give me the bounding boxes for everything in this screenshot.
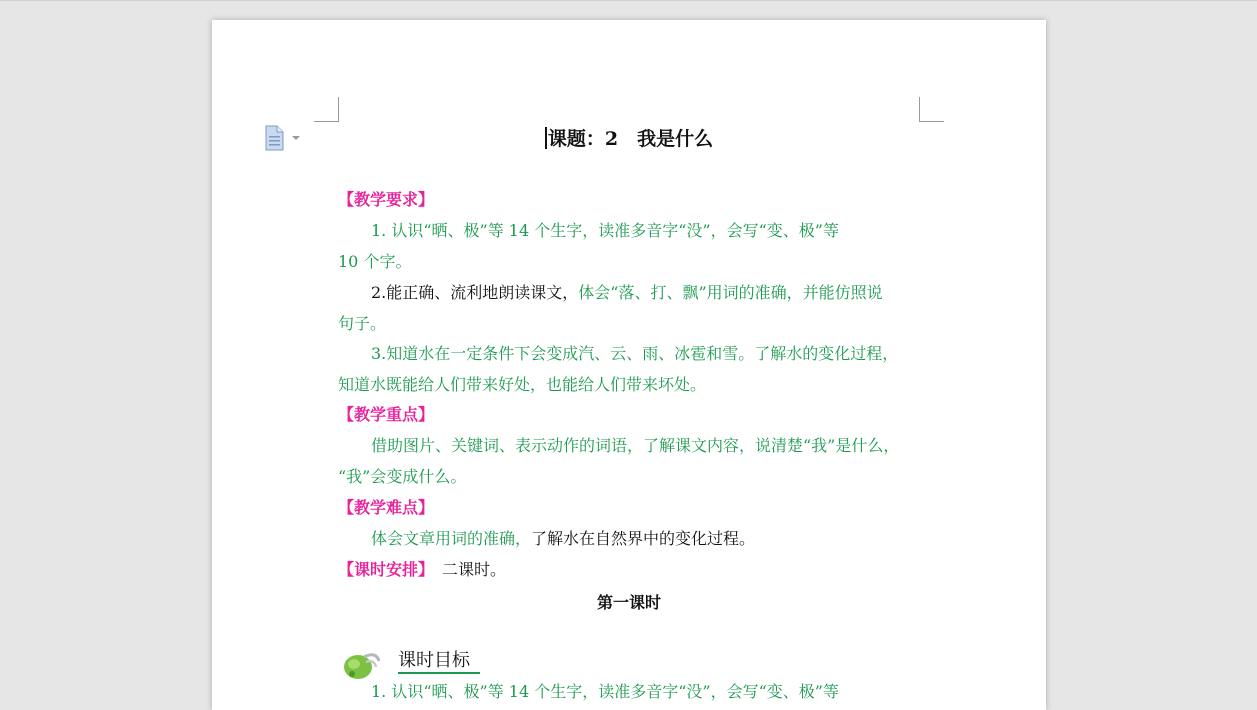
text-cursor <box>545 127 547 149</box>
requirement-3-line-1: 3.知道水在一定条件下会变成汽、云、雨、冰雹和雪。了解水的变化过程， <box>371 344 899 363</box>
requirement-1-line-2: 10 个字。 <box>338 252 412 271</box>
document-page[interactable] <box>212 20 1046 710</box>
heading-key-points: 【教学重点】 <box>338 405 435 424</box>
requirement-2-line-1: 2.能正确、流利地朗读课文，体会“落、打、飘”用词的准确，并能仿照说 <box>371 283 883 302</box>
key-points-line-2: “我”会变成什么。 <box>338 467 467 486</box>
window-edge <box>0 0 1257 1</box>
key-points-line-1: 借助图片、关键词、表示动作的词语，了解课文内容，说清楚“我”是什么， <box>371 436 900 455</box>
lesson-heading: 第一课时 <box>596 593 661 612</box>
requirement-2-line-2: 句子。 <box>338 314 387 333</box>
heading-difficulties: 【教学难点】 <box>338 498 435 517</box>
title-text: 课题：2 我是什么 <box>547 128 714 150</box>
requirement-1-line-1: 1. 认识“晒、极”等 14 个生字，读准多音字“没”，会写“变、极”等 <box>371 221 839 240</box>
goal-heading: 课时目标 <box>398 650 480 674</box>
document-title <box>212 124 1046 151</box>
crop-mark-top-left <box>314 97 339 122</box>
schedule-line: 【课时安排】 二课时。 <box>338 560 507 579</box>
goal-1-line: 1. 认识“晒、极”等 14 个生字，读准多音字“没”，会写“变、极”等 <box>371 682 839 701</box>
heading-requirement: 【教学要求】 <box>338 190 435 209</box>
leaf-icon <box>342 647 382 683</box>
requirement-3-line-2: 知道水既能给人们带来好处，也能给人们带来坏处。 <box>338 375 707 394</box>
difficulties-line: 体会文章用词的准确，了解水在自然界中的变化过程。 <box>371 529 756 548</box>
crop-mark-top-right <box>919 97 944 122</box>
